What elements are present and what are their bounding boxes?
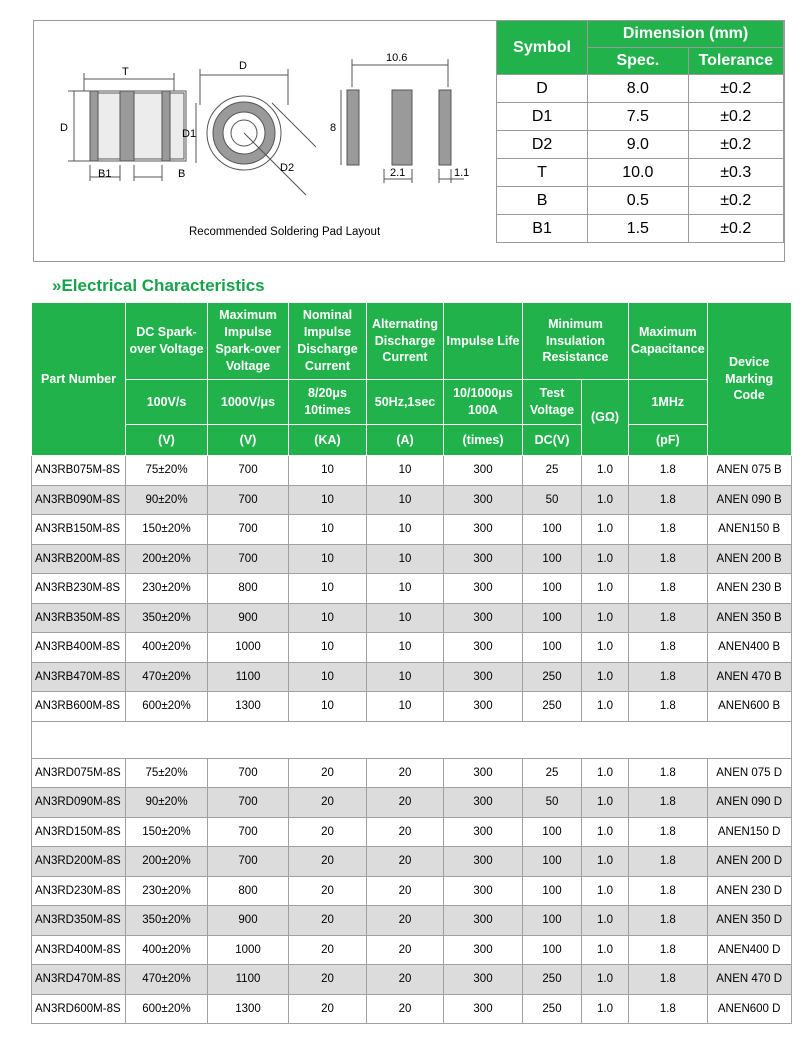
dimension-row — [497, 103, 784, 131]
cell-impulse-voltage: 700 — [208, 788, 289, 818]
cell-dc-voltage: 470±20% — [126, 662, 208, 692]
cell-impulse-life: 300 — [444, 788, 523, 818]
cell-test-voltage: 100 — [523, 574, 582, 604]
dimension-cell-symbol: B — [497, 187, 588, 215]
dimension-cell-symbol: T — [497, 159, 588, 187]
cell-test-voltage: 50 — [523, 788, 582, 818]
cell-impulse-voltage: 700 — [208, 515, 289, 545]
cell-part-number: AN3RB350M-8S — [32, 603, 126, 633]
electrical-table — [31, 302, 792, 1024]
cell-impulse-voltage: 1300 — [208, 994, 289, 1024]
dimension-cell-spec: 0.5 — [588, 187, 688, 215]
header-nominal: Nominal Impulse Discharge Current — [289, 303, 367, 380]
unit-test: DC(V) — [523, 425, 582, 456]
label-pad-height: 8 — [330, 122, 337, 134]
cell-impulse-voltage: 1100 — [208, 965, 289, 995]
dimension-cell-symbol: D2 — [497, 131, 588, 159]
cell-marking-code: ANEN 230 B — [707, 574, 791, 604]
header-capacitance: Maximum Capacitance — [629, 303, 708, 380]
cell-part-number: AN3RD075M-8S — [32, 758, 126, 788]
dimension-cell-symbol: B1 — [497, 215, 588, 243]
cell-insulation: 1.0 — [582, 544, 629, 574]
cell-dc-voltage: 230±20% — [126, 574, 208, 604]
table-row — [32, 574, 792, 604]
cell-insulation: 1.0 — [582, 692, 629, 722]
cell-marking-code: ANEN 470 B — [707, 662, 791, 692]
separator-cell — [32, 721, 792, 758]
header-life: Impulse Life — [444, 303, 523, 380]
cell-nominal-current: 20 — [289, 994, 367, 1024]
cell-nominal-current: 20 — [289, 758, 367, 788]
cell-nominal-current: 20 — [289, 935, 367, 965]
table-row — [32, 662, 792, 692]
dimension-row — [497, 131, 784, 159]
cell-part-number: AN3RB090M-8S — [32, 485, 126, 515]
cell-nominal-current: 10 — [289, 633, 367, 663]
cell-impulse-voltage: 800 — [208, 876, 289, 906]
cell-dc-voltage: 600±20% — [126, 994, 208, 1024]
cell-test-voltage: 25 — [523, 456, 582, 486]
cond-life: 10/1000μs 100A — [444, 380, 523, 425]
cell-capacitance: 1.8 — [629, 456, 708, 486]
cell-impulse-life: 300 — [444, 633, 523, 663]
side-view — [68, 73, 186, 181]
cell-nominal-current: 10 — [289, 662, 367, 692]
cell-marking-code: ANEN 090 D — [707, 788, 791, 818]
cell-insulation: 1.0 — [582, 965, 629, 995]
cell-impulse-life: 300 — [444, 692, 523, 722]
table-row — [32, 515, 792, 545]
cell-dc-voltage: 150±20% — [126, 515, 208, 545]
cell-insulation: 1.0 — [582, 994, 629, 1024]
cell-insulation: 1.0 — [582, 906, 629, 936]
cell-marking-code: ANEN600 D — [707, 994, 791, 1024]
cell-alt-current: 20 — [367, 758, 444, 788]
cell-impulse-voltage: 800 — [208, 574, 289, 604]
cell-impulse-life: 300 — [444, 876, 523, 906]
cell-test-voltage: 100 — [523, 603, 582, 633]
cell-marking-code: ANEN 350 D — [707, 906, 791, 936]
cell-impulse-voltage: 700 — [208, 485, 289, 515]
component-drawing — [34, 21, 496, 261]
cell-capacitance: 1.8 — [629, 965, 708, 995]
cell-impulse-life: 300 — [444, 935, 523, 965]
label-D-top: D — [239, 60, 247, 72]
cell-part-number: AN3RD200M-8S — [32, 847, 126, 877]
dimension-cell-tol: ±0.2 — [688, 187, 783, 215]
cell-insulation: 1.0 — [582, 847, 629, 877]
cell-part-number: AN3RD470M-8S — [32, 965, 126, 995]
cell-part-number: AN3RB230M-8S — [32, 574, 126, 604]
cell-capacitance: 1.8 — [629, 817, 708, 847]
cell-dc-voltage: 150±20% — [126, 817, 208, 847]
cell-nominal-current: 10 — [289, 574, 367, 604]
cell-test-voltage: 100 — [523, 847, 582, 877]
cell-dc-voltage: 230±20% — [126, 876, 208, 906]
cell-alt-current: 20 — [367, 965, 444, 995]
cell-nominal-current: 20 — [289, 817, 367, 847]
cell-alt-current: 10 — [367, 456, 444, 486]
header-impulse-spark: Maximum Impulse Spark-over Voltage — [208, 303, 289, 380]
dimension-cell-tol: ±0.2 — [688, 131, 783, 159]
table-row — [32, 633, 792, 663]
cell-part-number: AN3RD150M-8S — [32, 817, 126, 847]
cell-capacitance: 1.8 — [629, 876, 708, 906]
cell-impulse-life: 300 — [444, 965, 523, 995]
cond-alt: 50Hz,1sec — [367, 380, 444, 425]
cell-alt-current: 10 — [367, 692, 444, 722]
cell-capacitance: 1.8 — [629, 935, 708, 965]
cell-test-voltage: 100 — [523, 544, 582, 574]
cell-test-voltage: 50 — [523, 485, 582, 515]
cell-part-number: AN3RD230M-8S — [32, 876, 126, 906]
cell-nominal-current: 20 — [289, 906, 367, 936]
cell-dc-voltage: 600±20% — [126, 692, 208, 722]
cell-capacitance: 1.8 — [629, 515, 708, 545]
cell-nominal-current: 20 — [289, 876, 367, 906]
cell-marking-code: ANEN 075 D — [707, 758, 791, 788]
cell-test-voltage: 100 — [523, 876, 582, 906]
cell-impulse-voltage: 1000 — [208, 935, 289, 965]
header-symbol: Symbol — [497, 21, 588, 75]
cell-test-voltage: 250 — [523, 965, 582, 995]
cell-dc-voltage: 200±20% — [126, 847, 208, 877]
cell-impulse-voltage: 700 — [208, 847, 289, 877]
cell-dc-voltage: 400±20% — [126, 633, 208, 663]
dimension-cell-spec: 10.0 — [588, 159, 688, 187]
cond-dc: 100V/s — [126, 380, 208, 425]
cell-impulse-life: 300 — [444, 515, 523, 545]
cell-part-number: AN3RB075M-8S — [32, 456, 126, 486]
cell-alt-current: 20 — [367, 994, 444, 1024]
unit-cap: (pF) — [629, 425, 708, 456]
cell-impulse-voltage: 900 — [208, 603, 289, 633]
cell-alt-current: 20 — [367, 788, 444, 818]
cell-impulse-life: 300 — [444, 817, 523, 847]
cell-insulation: 1.0 — [582, 515, 629, 545]
cell-capacitance: 1.8 — [629, 906, 708, 936]
header-insulation: Minimum Insulation Resistance — [523, 303, 629, 380]
dimension-row — [497, 75, 784, 103]
cell-insulation: 1.0 — [582, 758, 629, 788]
cond-test: Test Voltage — [523, 380, 582, 425]
dimension-row — [497, 187, 784, 215]
unit-imp: (V) — [208, 425, 289, 456]
cell-marking-code: ANEN150 B — [707, 515, 791, 545]
cell-test-voltage: 100 — [523, 817, 582, 847]
label-T: T — [122, 66, 129, 78]
label-pad-width: 10.6 — [386, 52, 408, 64]
cell-marking-code: ANEN 230 D — [707, 876, 791, 906]
cell-capacitance: 1.8 — [629, 994, 708, 1024]
table-row — [32, 965, 792, 995]
cell-alt-current: 10 — [367, 603, 444, 633]
cell-insulation: 1.0 — [582, 662, 629, 692]
cond-imp: 1000V/μs — [208, 380, 289, 425]
cell-insulation: 1.0 — [582, 788, 629, 818]
cell-capacitance: 1.8 — [629, 788, 708, 818]
header-spec: Spec. — [588, 48, 688, 75]
table-row — [32, 692, 792, 722]
cell-marking-code: ANEN 470 D — [707, 965, 791, 995]
cond-cap: 1MHz — [629, 380, 708, 425]
cell-capacitance: 1.8 — [629, 544, 708, 574]
dimension-cell-spec: 7.5 — [588, 103, 688, 131]
cell-part-number: AN3RB200M-8S — [32, 544, 126, 574]
cell-impulse-life: 300 — [444, 847, 523, 877]
cell-capacitance: 1.8 — [629, 847, 708, 877]
cell-nominal-current: 10 — [289, 456, 367, 486]
cell-capacitance: 1.8 — [629, 692, 708, 722]
table-row — [32, 817, 792, 847]
cell-nominal-current: 10 — [289, 515, 367, 545]
cell-impulse-life: 300 — [444, 456, 523, 486]
cell-capacitance: 1.8 — [629, 485, 708, 515]
label-B: B — [178, 168, 186, 180]
cond-nominal: 8/20μs 10times — [289, 380, 367, 425]
cell-nominal-current: 20 — [289, 788, 367, 818]
dimension-cell-spec: 9.0 — [588, 131, 688, 159]
cell-part-number: AN3RB150M-8S — [32, 515, 126, 545]
cell-nominal-current: 10 — [289, 603, 367, 633]
dimension-cell-tol: ±0.2 — [688, 75, 783, 103]
unit-alt: (A) — [367, 425, 444, 456]
cell-test-voltage: 100 — [523, 633, 582, 663]
cell-alt-current: 10 — [367, 633, 444, 663]
table-row — [32, 603, 792, 633]
cell-impulse-voltage: 1300 — [208, 692, 289, 722]
cell-nominal-current: 10 — [289, 485, 367, 515]
table-row — [32, 994, 792, 1024]
cell-nominal-current: 10 — [289, 544, 367, 574]
cell-impulse-life: 300 — [444, 485, 523, 515]
cell-dc-voltage: 90±20% — [126, 485, 208, 515]
label-pad-gap: 2.1 — [390, 167, 406, 179]
section-title: »Electrical Characteristics — [52, 276, 265, 295]
cell-dc-voltage: 200±20% — [126, 544, 208, 574]
cell-dc-voltage: 470±20% — [126, 965, 208, 995]
cell-marking-code: ANEN 350 B — [707, 603, 791, 633]
table-row — [32, 544, 792, 574]
cond-gohm: (GΩ) — [582, 380, 629, 456]
cell-insulation: 1.0 — [582, 876, 629, 906]
cell-impulse-life: 300 — [444, 603, 523, 633]
cell-part-number: AN3RD350M-8S — [32, 906, 126, 936]
table-row — [32, 788, 792, 818]
cell-test-voltage: 250 — [523, 692, 582, 722]
header-alternating: Alternating Discharge Current — [367, 303, 444, 380]
cell-test-voltage: 250 — [523, 994, 582, 1024]
header-dc: DC Spark-over Voltage — [126, 303, 208, 380]
cell-impulse-voltage: 700 — [208, 758, 289, 788]
dimension-panel — [33, 20, 785, 262]
cell-alt-current: 20 — [367, 817, 444, 847]
cell-dc-voltage: 90±20% — [126, 788, 208, 818]
cell-marking-code: ANEN 090 B — [707, 485, 791, 515]
dimension-cell-tol: ±0.2 — [688, 103, 783, 131]
label-B1: B1 — [98, 168, 112, 180]
cell-marking-code: ANEN 200 B — [707, 544, 791, 574]
table-row — [32, 906, 792, 936]
cell-impulse-life: 300 — [444, 758, 523, 788]
group-separator — [32, 721, 792, 758]
table-row — [32, 758, 792, 788]
cell-nominal-current: 20 — [289, 847, 367, 877]
cell-alt-current: 10 — [367, 544, 444, 574]
cell-nominal-current: 20 — [289, 965, 367, 995]
table-row — [32, 876, 792, 906]
cell-marking-code: ANEN150 D — [707, 817, 791, 847]
dimension-cell-tol: ±0.3 — [688, 159, 783, 187]
label-D1: D1 — [182, 128, 197, 140]
cell-dc-voltage: 75±20% — [126, 758, 208, 788]
header-tolerance: Tolerance — [688, 48, 783, 75]
cell-dc-voltage: 350±20% — [126, 603, 208, 633]
dimension-row — [497, 159, 784, 187]
drawing-caption: Recommended Soldering Pad Layout — [189, 226, 381, 238]
cell-test-voltage: 100 — [523, 935, 582, 965]
cell-part-number: AN3RB470M-8S — [32, 662, 126, 692]
cell-capacitance: 1.8 — [629, 662, 708, 692]
cell-dc-voltage: 400±20% — [126, 935, 208, 965]
cell-insulation: 1.0 — [582, 935, 629, 965]
cell-impulse-voltage: 900 — [208, 906, 289, 936]
table-row — [32, 456, 792, 486]
dimension-table — [496, 20, 784, 243]
cell-alt-current: 10 — [367, 515, 444, 545]
label-pad-edge: 1.1 — [454, 167, 470, 179]
cell-insulation: 1.0 — [582, 574, 629, 604]
cell-marking-code: ANEN400 D — [707, 935, 791, 965]
cell-nominal-current: 10 — [289, 692, 367, 722]
cell-impulse-voltage: 700 — [208, 817, 289, 847]
label-D-side: D — [60, 122, 68, 134]
header-part-number: Part Number — [32, 303, 126, 456]
cell-alt-current: 10 — [367, 485, 444, 515]
cell-alt-current: 20 — [367, 906, 444, 936]
cell-impulse-life: 300 — [444, 994, 523, 1024]
unit-dc: (V) — [126, 425, 208, 456]
cell-test-voltage: 100 — [523, 906, 582, 936]
cell-test-voltage: 100 — [523, 515, 582, 545]
header-dimension: Dimension (mm) — [588, 21, 784, 48]
cell-impulse-voltage: 700 — [208, 456, 289, 486]
cell-part-number: AN3RD600M-8S — [32, 994, 126, 1024]
cell-capacitance: 1.8 — [629, 633, 708, 663]
cell-insulation: 1.0 — [582, 485, 629, 515]
cell-part-number: AN3RB400M-8S — [32, 633, 126, 663]
unit-life: (times) — [444, 425, 523, 456]
cell-impulse-voltage: 1100 — [208, 662, 289, 692]
cell-impulse-voltage: 700 — [208, 544, 289, 574]
dimension-cell-symbol: D — [497, 75, 588, 103]
cell-impulse-life: 300 — [444, 544, 523, 574]
top-view — [196, 69, 316, 195]
cell-capacitance: 1.8 — [629, 574, 708, 604]
dimension-row — [497, 215, 784, 243]
cell-marking-code: ANEN 075 B — [707, 456, 791, 486]
cell-dc-voltage: 75±20% — [126, 456, 208, 486]
cell-insulation: 1.0 — [582, 817, 629, 847]
cell-marking-code: ANEN400 B — [707, 633, 791, 663]
label-D2: D2 — [280, 162, 295, 174]
cell-impulse-life: 300 — [444, 574, 523, 604]
cell-dc-voltage: 350±20% — [126, 906, 208, 936]
cell-alt-current: 20 — [367, 847, 444, 877]
table-row — [32, 935, 792, 965]
cell-part-number: AN3RB600M-8S — [32, 692, 126, 722]
header-marking: Device Marking Code — [707, 303, 791, 456]
cell-alt-current: 20 — [367, 935, 444, 965]
cell-part-number: AN3RD090M-8S — [32, 788, 126, 818]
cell-capacitance: 1.8 — [629, 758, 708, 788]
cell-marking-code: ANEN600 B — [707, 692, 791, 722]
pad-layout — [341, 59, 464, 183]
cell-marking-code: ANEN 200 D — [707, 847, 791, 877]
cell-impulse-voltage: 1000 — [208, 633, 289, 663]
cell-test-voltage: 25 — [523, 758, 582, 788]
dimension-cell-spec: 8.0 — [588, 75, 688, 103]
cell-insulation: 1.0 — [582, 633, 629, 663]
dimension-cell-tol: ±0.2 — [688, 215, 783, 243]
table-row — [32, 485, 792, 515]
dimension-cell-symbol: D1 — [497, 103, 588, 131]
cell-insulation: 1.0 — [582, 603, 629, 633]
cell-capacitance: 1.8 — [629, 603, 708, 633]
table-row — [32, 847, 792, 877]
cell-insulation: 1.0 — [582, 456, 629, 486]
dimension-cell-spec: 1.5 — [588, 215, 688, 243]
cell-impulse-life: 300 — [444, 906, 523, 936]
cell-alt-current: 10 — [367, 574, 444, 604]
unit-nominal: (KA) — [289, 425, 367, 456]
cell-test-voltage: 250 — [523, 662, 582, 692]
cell-alt-current: 20 — [367, 876, 444, 906]
cell-part-number: AN3RD400M-8S — [32, 935, 126, 965]
cell-alt-current: 10 — [367, 662, 444, 692]
cell-impulse-life: 300 — [444, 662, 523, 692]
